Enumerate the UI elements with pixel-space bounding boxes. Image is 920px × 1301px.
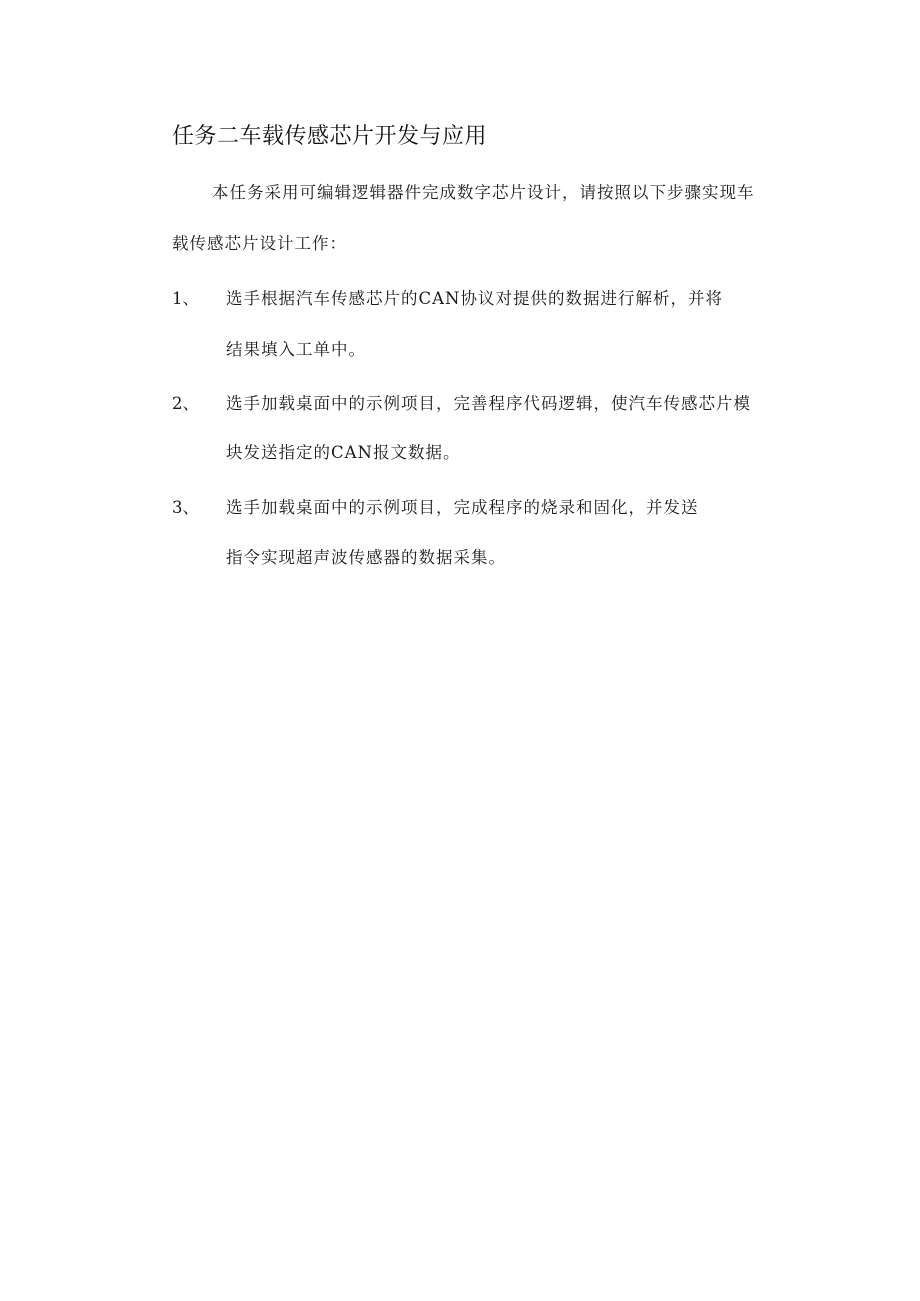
step-2-line-1: 选手加载桌面中的示例项目，完善程序代码逻辑，使汽车传感芯片模 (226, 394, 751, 413)
step-3-number: 3、 (172, 498, 199, 517)
step-1-line-2: 结果填入工单中。 (226, 340, 366, 359)
step-3-line-1: 选手加载桌面中的示例项目，完成程序的烧录和固化，并发送 (226, 498, 699, 517)
step-2-number: 2、 (172, 394, 199, 413)
step-3-line-2: 指令实现超声波传感器的数据采集。 (226, 548, 506, 567)
document-title: 任务二车载传感芯片开发与应用 (172, 124, 488, 149)
step-1-number: 1、 (172, 289, 199, 308)
intro-line-2: 载传感芯片设计工作： (172, 234, 347, 253)
intro-line-1: 本任务采用可编辑逻辑器件完成数字芯片设计，请按照以下步骤实现车 (212, 183, 755, 202)
step-1-line-1: 选手根据汽车传感芯片的CAN协议对提供的数据进行解析，并将 (226, 289, 723, 308)
step-2-line-2: 块发送指定的CAN报文数据。 (226, 443, 461, 462)
